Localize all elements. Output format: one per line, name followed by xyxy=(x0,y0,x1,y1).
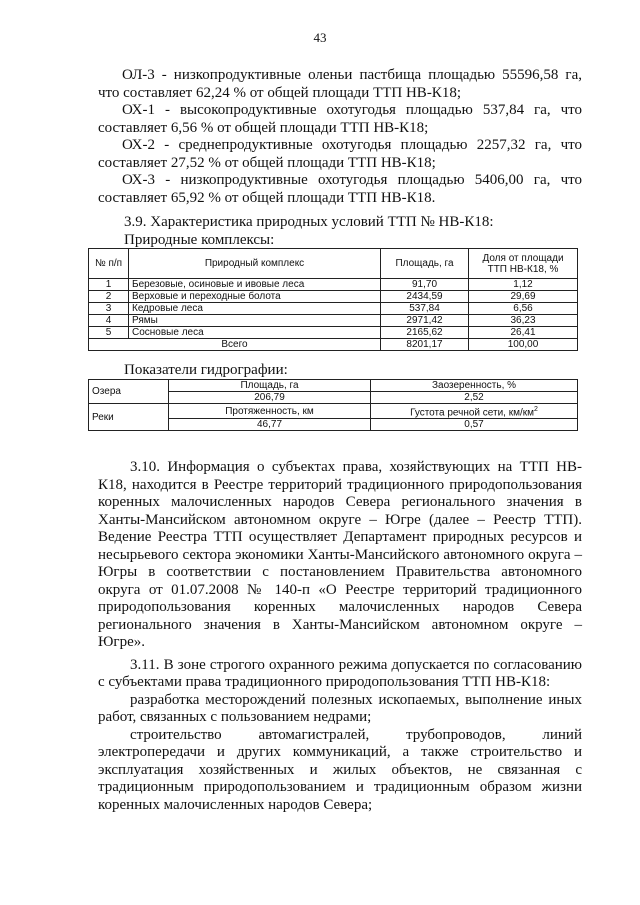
area-value: 2165,62 xyxy=(381,327,469,339)
area-value: 91,70 xyxy=(381,279,469,291)
header-cell: Заозеренность, % xyxy=(371,380,578,392)
hydro-caption: Показатели гидрографии: xyxy=(124,362,288,378)
table-header-row xyxy=(89,249,578,279)
table-row xyxy=(89,315,578,327)
header-cell: Природный комплекс xyxy=(129,249,381,279)
header-cell xyxy=(371,404,578,419)
rivers-density: 0,57 xyxy=(371,419,578,431)
area-value: 2434,59 xyxy=(381,291,469,303)
complexes-caption: Природные комплексы: xyxy=(124,232,275,248)
paragraph-oh3: ОХ-3 - низкопродуктивные охотугодья площадью 5406,00 га, что составляет 65,92 % от общей площади ТТП НВ-К18. xyxy=(98,172,582,206)
table-total-row xyxy=(89,339,578,351)
complex-name: Верховые и переходные болота xyxy=(129,291,381,303)
header-cell: № п/п xyxy=(89,249,129,279)
hydrography-table xyxy=(88,379,578,431)
area-value: 537,84 xyxy=(381,303,469,315)
row-number: 4 xyxy=(89,315,129,327)
complex-name: Рямы xyxy=(129,315,381,327)
density-header-sup: 2 xyxy=(534,406,538,413)
rivers-length: 46,77 xyxy=(169,419,371,431)
complex-name: Кедровые леса xyxy=(129,303,381,315)
natural-complexes-table xyxy=(88,248,578,351)
table-row xyxy=(89,303,578,315)
section-3-10: 3.10. Информация о субъектах права, хозяйствующих на ТТП НВ-К18, находится в Реестре территорий традиционного природопользования коренных малочисленных народов Севера регионального значения в Ханты-Мансийском автономном округе – Югре (далее – Реестр ТТП). Ведение Реестра ТТП осуществляет Департамент природных ресурсов и несырьевого сектора экономики Ханты-Мансийского автономного округа – Югры в соответствии с постановлением Правительства автономного округа от 01.07.2008 № 140-п «О Реестре территорий традиционного природопользования коренных малочисленных народов Севера регионального значения в Ханты-Мансийском автономном округе – Югре». xyxy=(98,459,582,650)
section-3-11: 3.11. В зоне строгого охранного режима допускается по согласованию с субъектами права традиционного природопользования ТТП НВ-К18: xyxy=(98,656,582,690)
paragraph-oh1: ОХ-1 - высокопродуктивные охотугодья площадью 537,84 га, что составляет 6,56 % от общей площади ТТП НВ-К18; xyxy=(98,102,582,136)
header-cell: Доля от площади ТТП НВ-К18, % xyxy=(469,249,578,279)
header-cell: Площадь, га xyxy=(169,380,371,392)
share-value: 26,41 xyxy=(469,327,578,339)
table-row xyxy=(89,291,578,303)
share-value: 6,56 xyxy=(469,303,578,315)
section-3-9-heading: 3.9. Характеристика природных условий ТТП № НВ-К18: xyxy=(124,214,494,230)
share-value: 1,12 xyxy=(469,279,578,291)
density-header-text: Густота речной сети, км/км xyxy=(410,407,535,419)
paragraph-ol3: ОЛ-3 - низкопродуктивные оленьи пастбища площадью 55596,58 га, что составляет 62,24 % от общей площади ТТП НВ-К18; xyxy=(98,67,582,101)
page-number: 43 xyxy=(313,30,327,45)
lakes-area: 206,79 xyxy=(169,392,371,404)
total-label: Всего xyxy=(89,339,381,351)
table-row xyxy=(89,404,578,419)
table-row xyxy=(89,279,578,291)
list-item: разработка месторождений полезных ископаемых, выполнение иных работ, связанных с пользованием недрами; xyxy=(98,691,582,725)
rivers-label: Реки xyxy=(89,404,169,431)
row-number: 2 xyxy=(89,291,129,303)
main-text-block xyxy=(98,459,582,814)
complex-name: Березовые, осиновые и ивовые леса xyxy=(129,279,381,291)
total-share: 100,00 xyxy=(469,339,578,351)
share-value: 29,69 xyxy=(469,291,578,303)
intro-block xyxy=(98,67,582,207)
lakes-label: Озера xyxy=(89,380,169,404)
table-row xyxy=(89,380,578,392)
total-area: 8201,17 xyxy=(381,339,469,351)
row-number: 5 xyxy=(89,327,129,339)
list-item: строительство автомагистралей, трубопроводов, линий электропередачи и других коммуникаций, а также строительство и эксплуатация хозяйственных и жилых объектов, не связанная с традиционным природопользованием и традиционным образом жизни коренных малочисленных народов Севера; xyxy=(98,726,582,813)
header-cell: Площадь, га xyxy=(381,249,469,279)
table-row xyxy=(89,327,578,339)
row-number: 1 xyxy=(89,279,129,291)
area-value: 2971,42 xyxy=(381,315,469,327)
complex-name: Сосновые леса xyxy=(129,327,381,339)
lakes-share: 2,52 xyxy=(371,392,578,404)
paragraph-oh2: ОХ-2 - среднепродуктивные охотугодья площадью 2257,32 га, что составляет 27,52 % от общей площади ТТП НВ-К18; xyxy=(98,137,582,171)
share-value: 36,23 xyxy=(469,315,578,327)
header-cell: Протяженность, км xyxy=(169,404,371,419)
row-number: 3 xyxy=(89,303,129,315)
